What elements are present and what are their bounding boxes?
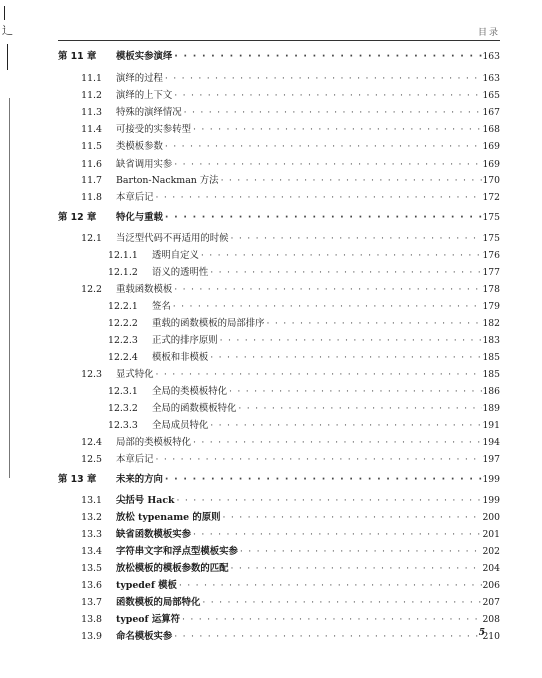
toc-section-row xyxy=(58,140,500,154)
toc-entry-title: 可接受的实参转型 xyxy=(116,124,192,135)
dot-leader xyxy=(265,317,483,331)
dot-leader xyxy=(175,494,483,508)
dot-leader xyxy=(220,511,482,525)
toc-entry-page: 185 xyxy=(482,369,500,380)
toc-entry-number: 12.1.1 xyxy=(108,250,138,261)
toc-entry-title: 全局的类模板特化 xyxy=(152,386,228,397)
toc-entry-title: 类模板参数 xyxy=(116,141,163,152)
dot-leader xyxy=(229,562,483,576)
toc-entry-title: 字符串文字和浮点型模板实参 xyxy=(116,546,238,557)
toc-entry-title: 特殊的演绎情况 xyxy=(116,107,182,118)
header-title: 目录 xyxy=(477,28,500,38)
toc-entry-page: 199 xyxy=(482,495,500,506)
toc-entry-page: 207 xyxy=(482,597,500,608)
dot-leader xyxy=(191,123,482,137)
toc-section-row xyxy=(58,528,500,542)
scan-edge-mark-middle xyxy=(7,44,8,70)
toc-entry-page: 170 xyxy=(482,175,500,186)
toc-entry-number: 13.5 xyxy=(81,563,102,574)
toc-entry-title: 当泛型代码不再适用的时候 xyxy=(116,233,229,244)
toc-entry-page: 163 xyxy=(482,73,500,84)
toc-entry-number: 12.2 xyxy=(81,284,102,295)
toc-entry-title: 缺省调用实参 xyxy=(116,159,173,170)
dot-leader xyxy=(171,300,483,314)
toc-entry-page: 191 xyxy=(482,420,500,431)
toc-section-row xyxy=(58,283,500,297)
toc-entry-page: 175 xyxy=(482,212,500,223)
toc-entry-number: 12.1.2 xyxy=(108,267,138,278)
toc-entry-title: Barton-Nackman 方法 xyxy=(116,175,219,186)
toc-entry-page: 179 xyxy=(482,301,500,312)
toc-subsection-row xyxy=(58,419,500,433)
toc-section-row xyxy=(58,106,500,120)
dot-leader xyxy=(177,579,483,593)
dot-leader xyxy=(172,50,482,64)
toc-entry-title: 缺省函数模板实参 xyxy=(116,529,192,540)
dot-leader xyxy=(163,72,483,86)
toc-entry-page: 208 xyxy=(482,614,500,625)
toc-entry-number: 13.2 xyxy=(81,512,102,523)
dot-leader xyxy=(191,528,482,542)
dot-leader xyxy=(219,174,483,188)
toc-subsection-row xyxy=(58,334,500,348)
toc-entry-page: 175 xyxy=(482,233,500,244)
toc-entry-title: 特化与重载 xyxy=(116,212,163,223)
toc-entry-title: 模板实参演绎 xyxy=(116,51,173,62)
toc-entry-number: 11.1 xyxy=(81,73,102,84)
toc-entry-page: 182 xyxy=(482,318,500,329)
toc-entry-number: 13.7 xyxy=(81,597,102,608)
toc-entry-page: 202 xyxy=(482,546,500,557)
toc-section-row xyxy=(58,545,500,559)
toc-entry-title: typeof 运算符 xyxy=(116,614,180,625)
toc-section-row xyxy=(58,89,500,103)
toc-entry-number: 12.2.1 xyxy=(108,301,138,312)
dot-leader xyxy=(180,613,482,627)
toc-entry-page: 183 xyxy=(482,335,500,346)
dot-leader xyxy=(199,249,483,263)
toc-entry-page: 204 xyxy=(482,563,500,574)
dot-leader xyxy=(200,596,482,610)
toc-entry-number: 12.3.1 xyxy=(108,386,138,397)
toc-entry-page: 167 xyxy=(482,107,500,118)
dot-leader xyxy=(172,630,482,644)
toc-entry-number: 第 13 章 xyxy=(58,474,97,485)
toc-section-row xyxy=(58,630,500,644)
toc-entry-title: 函数模板的局部特化 xyxy=(116,597,201,608)
dot-leader xyxy=(154,368,483,382)
header-rule xyxy=(58,40,500,41)
toc-entry-title: 命名模板实参 xyxy=(116,631,173,642)
toc-subsection-row xyxy=(58,402,500,416)
toc-entry-page: 199 xyxy=(482,474,500,485)
toc-entry-page: 201 xyxy=(482,529,500,540)
toc-entry-number: 11.8 xyxy=(81,192,102,203)
toc-entry-title: typedef 模板 xyxy=(116,580,177,591)
dot-leader xyxy=(172,89,482,103)
toc-entry-number: 12.3.3 xyxy=(108,420,138,431)
toc-entry-title: 重载函数模板 xyxy=(116,284,173,295)
toc-entry-number: 11.6 xyxy=(81,159,102,170)
dot-leader xyxy=(208,266,482,280)
toc-section-row xyxy=(58,174,500,188)
toc-section-row xyxy=(58,453,500,467)
toc-entry-title: 局部的类模板特化 xyxy=(116,437,192,448)
dot-leader xyxy=(227,385,482,399)
dot-leader xyxy=(236,402,482,416)
toc-entry-number: 12.4 xyxy=(81,437,102,448)
toc-entry-number: 13.8 xyxy=(81,614,102,625)
toc-entry-number: 11.2 xyxy=(81,90,102,101)
scan-edge-mark-top xyxy=(4,6,5,20)
toc-chapter-row xyxy=(58,473,500,487)
toc-entry-page: 177 xyxy=(482,267,500,278)
toc-entry-page: 197 xyxy=(482,454,500,465)
dot-leader xyxy=(238,545,483,559)
toc-entry-title: 演绎的过程 xyxy=(116,73,163,84)
dot-leader xyxy=(218,334,483,348)
toc-entry-number: 13.3 xyxy=(81,529,102,540)
toc-subsection-row xyxy=(58,351,500,365)
dot-leader xyxy=(154,191,483,205)
toc-entry-number: 11.3 xyxy=(81,107,102,118)
toc-section-row xyxy=(58,596,500,610)
toc-entry-title: 显式特化 xyxy=(116,369,154,380)
toc-section-row xyxy=(58,494,500,508)
page-number: 5 xyxy=(478,628,485,638)
toc-entry-page: 200 xyxy=(482,512,500,523)
dot-leader xyxy=(229,232,483,246)
dot-leader xyxy=(191,436,482,450)
dot-leader xyxy=(208,419,482,433)
toc-entry-title: 语义的透明性 xyxy=(152,267,209,278)
toc-entry-page: 176 xyxy=(482,250,500,261)
toc-entry-number: 11.7 xyxy=(81,175,102,186)
toc-entry-title: 放松模板的模板参数的匹配 xyxy=(116,563,229,574)
toc-section-row xyxy=(58,562,500,576)
toc-subsection-row xyxy=(58,317,500,331)
toc-entry-title: 正式的排序原则 xyxy=(152,335,218,346)
toc-entry-page: 168 xyxy=(482,124,500,135)
dot-leader xyxy=(182,106,483,120)
toc-section-row xyxy=(58,436,500,450)
toc-entry-number: 12.2.2 xyxy=(108,318,138,329)
toc-entry-title: 全局的函数模板特化 xyxy=(152,403,237,414)
dot-leader xyxy=(172,283,482,297)
scan-edge-mark-lower xyxy=(9,98,10,478)
toc-chapter-row xyxy=(58,211,500,225)
toc-section-row xyxy=(58,191,500,205)
toc-subsection-row xyxy=(58,249,500,263)
toc-entry-number: 12.3.2 xyxy=(108,403,138,414)
dot-leader xyxy=(172,158,482,172)
toc-entry-number: 12.5 xyxy=(81,454,102,465)
toc-entry-title: 签名 xyxy=(152,301,171,312)
toc-entry-page: 210 xyxy=(482,631,500,642)
toc-entry-title: 未来的方向 xyxy=(116,474,163,485)
dot-leader xyxy=(163,140,483,154)
toc-entry-number: 第 11 章 xyxy=(58,51,97,62)
toc-entry-page: 194 xyxy=(482,437,500,448)
dot-leader xyxy=(208,351,482,365)
toc-entry-number: 12.2.3 xyxy=(108,335,138,346)
toc-entry-title: 重载的函数模板的局部排序 xyxy=(152,318,265,329)
edge-glyph: 辶 xyxy=(2,24,13,37)
toc-section-row xyxy=(58,158,500,172)
toc-entry-title: 尖括号 Hack xyxy=(116,495,175,506)
toc-section-row xyxy=(58,511,500,525)
dot-leader xyxy=(163,211,483,225)
toc-entry-number: 11.5 xyxy=(81,141,102,152)
toc-entry-number: 13.6 xyxy=(81,580,102,591)
toc-entry-page: 206 xyxy=(482,580,500,591)
toc-entry-page: 169 xyxy=(482,141,500,152)
toc-entry-page: 165 xyxy=(482,90,500,101)
toc-entry-page: 185 xyxy=(482,352,500,363)
toc-entry-title: 放松 typename 的原则 xyxy=(116,512,221,523)
toc-entry-page: 172 xyxy=(482,192,500,203)
toc-entry-number: 11.4 xyxy=(81,124,102,135)
toc-entry-number: 13.9 xyxy=(81,631,102,642)
toc-section-row xyxy=(58,123,500,137)
dot-leader xyxy=(154,453,483,467)
toc-subsection-row xyxy=(58,385,500,399)
toc-entry-title: 透明自定义 xyxy=(152,250,199,261)
toc-section-row xyxy=(58,579,500,593)
toc-subsection-row xyxy=(58,300,500,314)
toc-entry-page: 186 xyxy=(482,386,500,397)
dot-leader xyxy=(163,473,483,487)
toc-entry-number: 13.1 xyxy=(81,495,102,506)
toc-entry-title: 本章后记 xyxy=(116,454,154,465)
toc-entry-number: 12.2.4 xyxy=(108,352,138,363)
toc-entry-title: 模板和非模板 xyxy=(152,352,209,363)
toc-entry-page: 189 xyxy=(482,403,500,414)
toc-entry-number: 12.3 xyxy=(81,369,102,380)
toc-entry-number: 13.4 xyxy=(81,546,102,557)
toc-section-row xyxy=(58,613,500,627)
toc-entry-title: 演绎的上下文 xyxy=(116,90,173,101)
toc-section-row xyxy=(58,232,500,246)
toc-entry-page: 178 xyxy=(482,284,500,295)
toc-entry-title: 全局成员特化 xyxy=(152,420,209,431)
toc-entry-number: 12.1 xyxy=(81,233,102,244)
toc-entry-page: 169 xyxy=(482,159,500,170)
toc-subsection-row xyxy=(58,266,500,280)
toc-chapter-row xyxy=(58,50,500,64)
toc-section-row xyxy=(58,368,500,382)
toc-entry-title: 本章后记 xyxy=(116,192,154,203)
toc-section-row xyxy=(58,72,500,86)
toc-entry-page: 163 xyxy=(482,51,500,62)
toc-entry-number: 第 12 章 xyxy=(58,212,97,223)
